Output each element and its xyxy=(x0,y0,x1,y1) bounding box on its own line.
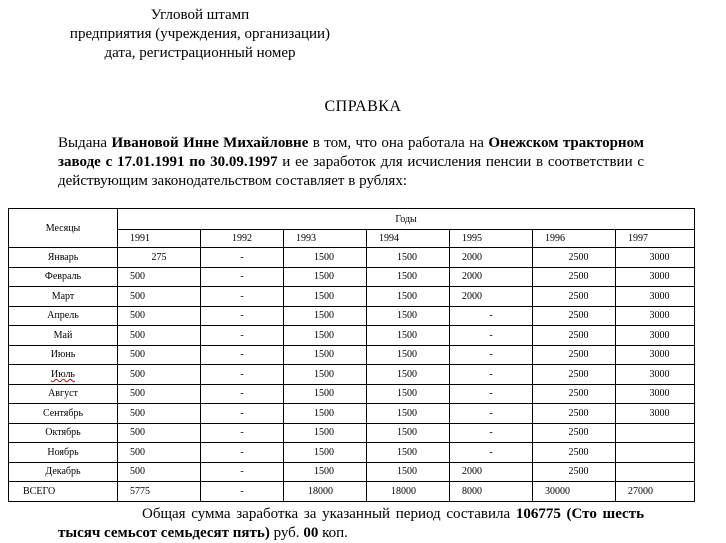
stamp-line-1: Угловой штамп xyxy=(150,7,250,23)
value-cell: 18000 xyxy=(367,482,450,502)
organization-name: Онежском тракторном заводе xyxy=(58,135,645,170)
total-row xyxy=(9,482,695,502)
table-row xyxy=(9,326,695,346)
value-cell: 1500 xyxy=(367,384,450,404)
value-cell: - xyxy=(201,462,284,482)
value-cell: - xyxy=(450,365,533,385)
value-cell: 1500 xyxy=(367,267,450,287)
value-cell: 1500 xyxy=(284,306,367,326)
value-cell: 1500 xyxy=(284,345,367,365)
value-cell: 2000 xyxy=(450,287,533,307)
value-cell: - xyxy=(450,345,533,365)
value-cell: - xyxy=(201,248,284,268)
value-cell: 1500 xyxy=(284,384,367,404)
month-cell: Май xyxy=(9,326,118,346)
value-cell: 1500 xyxy=(367,423,450,443)
table-row xyxy=(9,287,695,307)
year-header: 1995 xyxy=(450,230,533,248)
value-cell xyxy=(616,423,695,443)
value-cell: 3000 xyxy=(616,404,695,424)
value-cell: 2500 xyxy=(533,287,616,307)
value-cell: 1500 xyxy=(367,404,450,424)
value-cell: 500 xyxy=(118,267,201,287)
value-cell: 500 xyxy=(118,423,201,443)
value-cell: 2000 xyxy=(450,462,533,482)
table-row xyxy=(9,404,695,424)
value-cell xyxy=(616,462,695,482)
total-sum: 106775 (Сто шесть тысяч семьсот семьдесят пять) xyxy=(58,506,644,541)
year-header: 1992 xyxy=(201,230,284,248)
month-cell: Сентябрь xyxy=(9,404,118,424)
value-cell: 18000 xyxy=(284,482,367,502)
value-cell: - xyxy=(450,404,533,424)
value-cell: 3000 xyxy=(616,267,695,287)
intro-text-4: и ее заработок для исчисления пенсии в соответствии с действующим законодательством составляет в рублях: xyxy=(58,154,644,189)
value-cell: - xyxy=(201,384,284,404)
year-header: 1994 xyxy=(367,230,450,248)
value-cell: 2000 xyxy=(450,267,533,287)
value-cell: 500 xyxy=(118,365,201,385)
value-cell: - xyxy=(201,345,284,365)
table-row xyxy=(9,267,695,287)
year-header: 1991 xyxy=(118,230,201,248)
value-cell: 8000 xyxy=(450,482,533,502)
value-cell: 1500 xyxy=(367,326,450,346)
value-cell: 2500 xyxy=(533,423,616,443)
year-header: 1997 xyxy=(616,230,695,248)
value-cell: 500 xyxy=(118,287,201,307)
document-title: СПРАВКА xyxy=(324,98,402,115)
value-cell: 3000 xyxy=(616,287,695,307)
value-cell: 1500 xyxy=(367,443,450,463)
value-cell: 2500 xyxy=(533,306,616,326)
stamp-line-2: предприятия (учреждения, организации) xyxy=(69,26,331,42)
value-cell: 2500 xyxy=(533,267,616,287)
value-cell: - xyxy=(450,306,533,326)
value-cell: 1500 xyxy=(284,326,367,346)
kopecks: 00 xyxy=(303,525,319,541)
table-row xyxy=(9,384,695,404)
value-cell: 2500 xyxy=(533,248,616,268)
value-cell: 2000 xyxy=(450,248,533,268)
value-cell: - xyxy=(201,443,284,463)
value-cell: - xyxy=(450,423,533,443)
employee-name: Ивановой Инне Михайловне xyxy=(111,135,309,151)
month-cell: Июнь xyxy=(9,345,118,365)
value-cell: - xyxy=(201,482,284,502)
table-row xyxy=(9,443,695,463)
month-cell: Октябрь xyxy=(9,423,118,443)
footer-text-2: руб. xyxy=(269,525,304,541)
intro-text-1: Выдана xyxy=(58,135,112,151)
value-cell: 27000 xyxy=(616,482,695,502)
value-cell: - xyxy=(450,326,533,346)
value-cell: - xyxy=(201,423,284,443)
value-cell: 275 xyxy=(118,248,201,268)
value-cell xyxy=(616,443,695,463)
value-cell: 1500 xyxy=(367,287,450,307)
table-row xyxy=(9,248,695,268)
stamp-line-3: дата, регистрационный номер xyxy=(104,45,296,61)
intro-text-2: в том, что она работала на xyxy=(308,135,489,151)
value-cell: 2500 xyxy=(533,365,616,385)
value-cell: 5775 xyxy=(118,482,201,502)
value-cell: 3000 xyxy=(616,306,695,326)
value-cell: 2500 xyxy=(533,345,616,365)
value-cell: 2500 xyxy=(533,443,616,463)
value-cell: 1500 xyxy=(367,248,450,268)
months-header: Месяцы xyxy=(9,209,118,248)
value-cell: - xyxy=(201,267,284,287)
value-cell: 500 xyxy=(118,462,201,482)
footer-text-3: коп. xyxy=(318,525,348,541)
value-cell: 30000 xyxy=(533,482,616,502)
value-cell: 1500 xyxy=(284,423,367,443)
value-cell: 1500 xyxy=(284,267,367,287)
years-header: Годы xyxy=(118,209,695,230)
value-cell: 2500 xyxy=(533,326,616,346)
value-cell: - xyxy=(201,365,284,385)
employment-period: с 17.01.1991 по 30.09.1997 xyxy=(105,154,278,170)
value-cell: 1500 xyxy=(367,345,450,365)
value-cell: - xyxy=(201,287,284,307)
month-cell: Январь xyxy=(9,248,118,268)
table-row xyxy=(9,306,695,326)
value-cell: 500 xyxy=(118,384,201,404)
value-cell: 1500 xyxy=(367,462,450,482)
value-cell: 500 xyxy=(118,443,201,463)
value-cell: 2500 xyxy=(533,462,616,482)
corner-stamp xyxy=(40,6,360,63)
value-cell: - xyxy=(450,443,533,463)
year-header: 1996 xyxy=(533,230,616,248)
value-cell: - xyxy=(201,326,284,346)
month-cell: Декабрь xyxy=(9,462,118,482)
value-cell: - xyxy=(450,384,533,404)
value-cell: 500 xyxy=(118,404,201,424)
month-cell: Апрель xyxy=(9,306,118,326)
value-cell: 1500 xyxy=(367,365,450,385)
month-cell: Февраль xyxy=(9,267,118,287)
value-cell: 2500 xyxy=(533,404,616,424)
footer-text-1: Общая сумма заработка за указанный период составила xyxy=(142,506,516,522)
value-cell: 3000 xyxy=(616,365,695,385)
year-header: 1993 xyxy=(284,230,367,248)
value-cell: 3000 xyxy=(616,248,695,268)
total-label: ВСЕГО xyxy=(9,482,118,502)
value-cell: 1500 xyxy=(284,443,367,463)
value-cell: 1500 xyxy=(284,248,367,268)
value-cell: 500 xyxy=(118,345,201,365)
month-cell: Ноябрь xyxy=(9,443,118,463)
value-cell: 1500 xyxy=(284,462,367,482)
earnings-table xyxy=(8,208,695,502)
month-cell: Март xyxy=(9,287,118,307)
value-cell: 1500 xyxy=(367,306,450,326)
month-cell: Август xyxy=(9,384,118,404)
value-cell: 500 xyxy=(118,306,201,326)
value-cell: - xyxy=(201,306,284,326)
table-row xyxy=(9,462,695,482)
value-cell: 3000 xyxy=(616,345,695,365)
month-cell: Июль xyxy=(9,365,118,385)
value-cell: 3000 xyxy=(616,326,695,346)
value-cell: - xyxy=(201,404,284,424)
value-cell: 500 xyxy=(118,326,201,346)
value-cell: 1500 xyxy=(284,365,367,385)
total-sum-paragraph xyxy=(58,505,644,543)
table-row xyxy=(9,423,695,443)
value-cell: 1500 xyxy=(284,287,367,307)
value-cell: 3000 xyxy=(616,384,695,404)
table-row xyxy=(9,345,695,365)
value-cell: 1500 xyxy=(284,404,367,424)
table-row xyxy=(9,365,695,385)
intro-paragraph xyxy=(58,134,644,191)
value-cell: 2500 xyxy=(533,384,616,404)
